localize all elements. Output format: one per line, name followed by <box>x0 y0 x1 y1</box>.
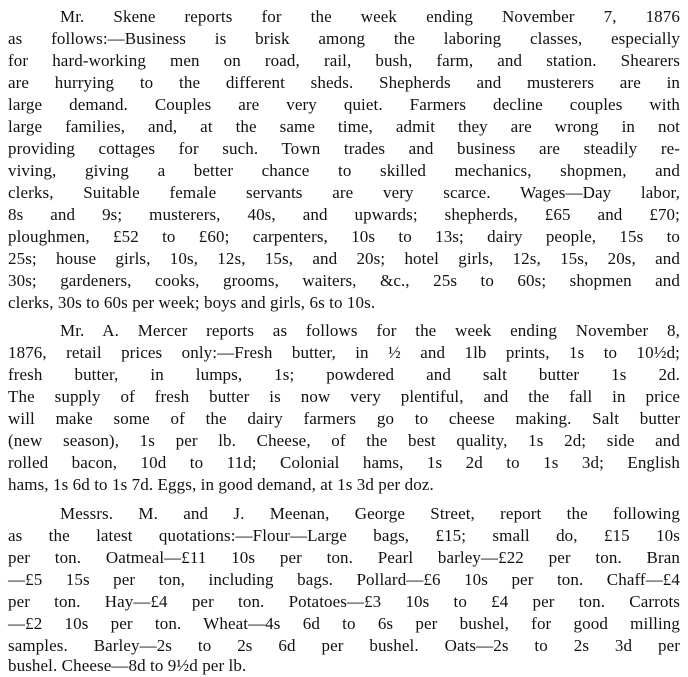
text-line: large demand. Couples are very quiet. Farmers decline couples with <box>8 95 680 114</box>
text-line: ploughmen, £52 to £60; carpenters, 10s to 13s; dairy people, 15s to <box>8 227 680 246</box>
text-line: 1876, retail prices only:—Fresh butter, in ½ and 1lb prints, 1s to 10½d; <box>8 343 680 362</box>
text-line: as the latest quotations:—Flour—Large bags, £15; small do, £15 10s <box>8 526 680 545</box>
text-line: 25s; house girls, 10s, 12s, 15s, and 20s; hotel girls, 12s, 15s, 20s, and <box>8 249 680 268</box>
text-line: per ton. Hay—£4 per ton. Potatoes—£3 10s to £4 per ton. Carrots <box>8 592 680 611</box>
text-line: hams, 1s 6d to 1s 7d. Eggs, in good demand, at 1s 3d per doz. <box>8 475 434 494</box>
text-line: per ton. Oatmeal—£11 10s per ton. Pearl barley—£22 per ton. Bran <box>8 548 680 567</box>
text-line: Mr. A. Mercer reports as follows for the week ending November 8, <box>60 321 680 340</box>
text-line: clerks, Suitable female servants are very scarce. Wages—Day labor, <box>8 183 680 202</box>
text-line: will make some of the dairy farmers go to cheese making. Salt butter <box>8 409 680 428</box>
text-line: The supply of fresh butter is now very plentiful, and the fall in price <box>8 387 680 406</box>
text-line: are hurrying to the different sheds. Shepherds and musterers are in <box>8 73 680 92</box>
text-line: (new season), 1s per lb. Cheese, of the best quality, 1s 2d; side and <box>8 431 680 450</box>
text-line: viving, giving a better chance to skilled mechanics, shopmen, and <box>8 161 680 180</box>
text-line: for hard-working men on road, rail, bush, farm, and station. Shearers <box>8 51 680 70</box>
text-line: samples. Barley—2s to 2s 6d per bushel. Oats—2s to 2s 3d per <box>8 636 680 655</box>
text-line: fresh butter, in lumps, 1s; powdered and salt butter 1s 2d. <box>8 365 680 384</box>
text-line: as follows:—Business is brisk among the laboring classes, especially <box>8 29 680 48</box>
text-line: providing cottages for such. Town trades and business are steadily re- <box>8 139 680 158</box>
text-line: bushel. Cheese—8d to 9½d per lb. <box>8 656 247 675</box>
text-line: rolled bacon, 10d to 11d; Colonial hams, 1s 2d to 1s 3d; English <box>8 453 680 472</box>
text-line: large families, and, at the same time, admit they are wrong in not <box>8 117 680 136</box>
text-line: —£5 15s per ton, including bags. Pollard—£6 10s per ton. Chaff—£4 <box>8 570 680 589</box>
text-line: —£2 10s per ton. Wheat—4s 6d to 6s per bushel, for good milling <box>8 614 680 633</box>
text-line: Mr. Skene reports for the week ending November 7, 1876 <box>60 7 680 26</box>
text-line: Messrs. M. and J. Meenan, George Street, report the following <box>60 504 680 523</box>
text-line: clerks, 30s to 60s per week; boys and girls, 6s to 10s. <box>8 293 376 312</box>
text-line: 30s; gardeners, cooks, grooms, waiters, &c., 25s to 60s; shopmen and <box>8 271 680 290</box>
text-line: 8s and 9s; musterers, 40s, and upwards; shepherds, £65 and £70; <box>8 205 680 224</box>
